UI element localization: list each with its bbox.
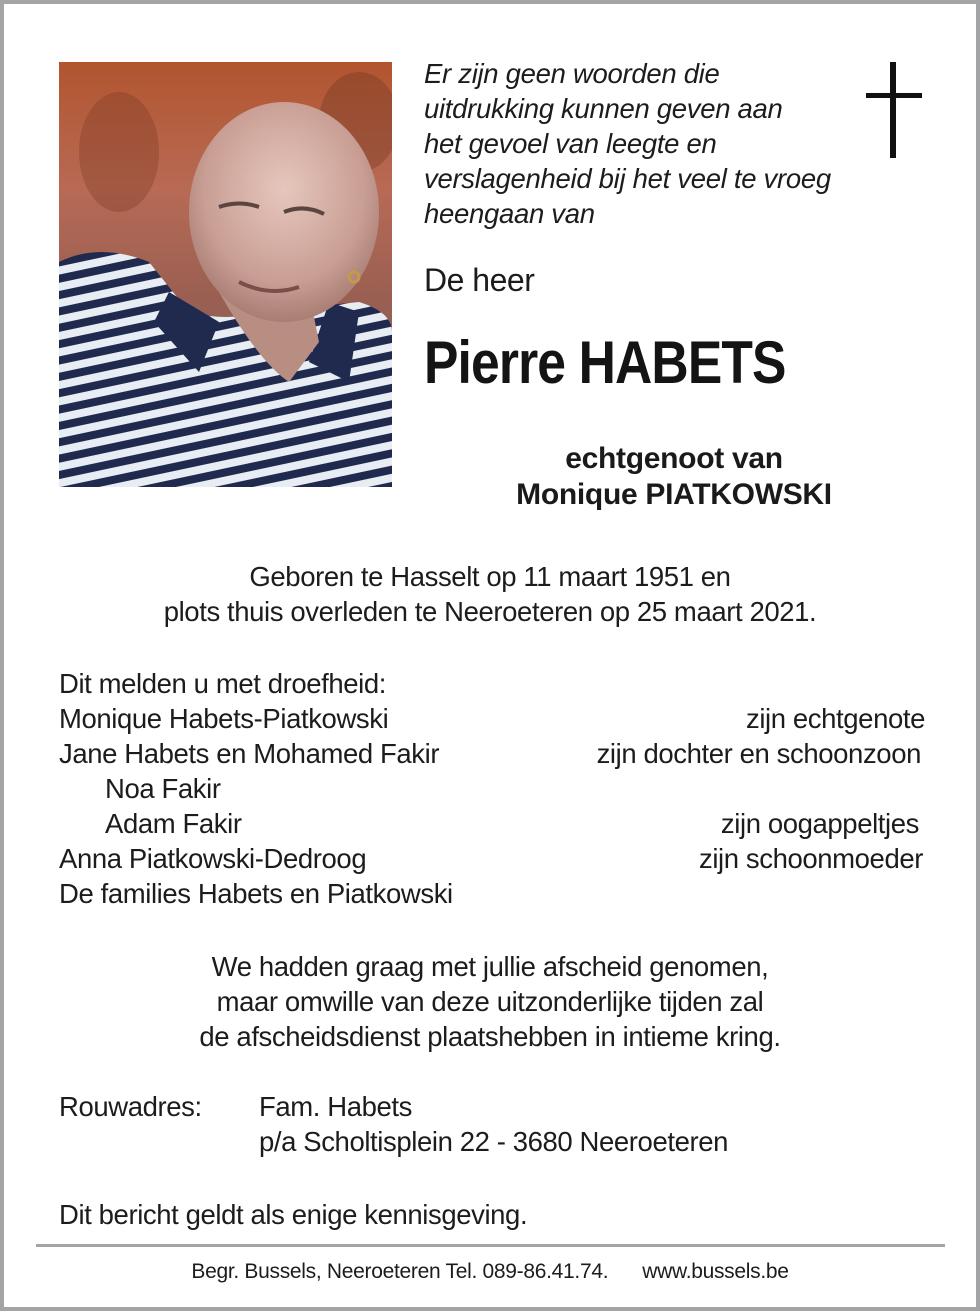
mourner-row xyxy=(59,876,925,911)
mourner-relation: zijn echtgenote xyxy=(746,703,925,734)
quote-line: het gevoel van leegte en xyxy=(424,128,717,159)
address-line1: Fam. Habets xyxy=(259,1091,413,1122)
birth-line: Geboren te Hasselt op 11 maart 1951 en xyxy=(249,561,731,592)
notice-text: Dit bericht geldt als enige kennisgeving. xyxy=(59,1199,528,1230)
life-dates xyxy=(4,559,976,629)
farewell-message xyxy=(4,949,976,1054)
portrait-photo xyxy=(59,62,392,487)
mourner-name: Monique Habets-Piatkowski xyxy=(59,703,389,734)
mourner-relation: zijn schoonmoeder xyxy=(698,843,923,874)
mourner-name: Anna Piatkowski-Dedroog xyxy=(59,843,367,874)
spouse-info xyxy=(434,441,914,513)
quote-line: verslagenheid bij het veel te vroeg xyxy=(424,163,831,194)
quote-line: Er zijn geen woorden die xyxy=(424,58,720,89)
mourners-intro: Dit melden u met droefheid: xyxy=(59,668,387,699)
mourner-row xyxy=(59,736,925,771)
address-line2: p/a Scholtisplein 22 - 3680 Neeroeteren xyxy=(259,1126,729,1157)
mourner-row xyxy=(59,701,925,736)
message-line: We hadden graag met jullie afscheid genomen, xyxy=(211,951,769,982)
deceased-name: Pierre HABETS xyxy=(424,329,786,396)
quote-line: heengaan van xyxy=(424,198,595,229)
mourner-relation: zijn oogappeltjes xyxy=(720,808,919,839)
footer-divider xyxy=(36,1244,945,1247)
mourner-name: Adam Fakir xyxy=(105,808,242,839)
mourning-address xyxy=(59,1089,728,1159)
funeral-home-info: Begr. Bussels, Neeroeteren Tel. 089-86.41.74. xyxy=(191,1260,609,1283)
mourner-row xyxy=(59,841,925,876)
obituary-card xyxy=(4,4,976,1307)
death-line: plots thuis overleden te Neeroeteren op 25 maart 2021. xyxy=(163,596,817,627)
spouse-name: Monique PIATKOWSKI xyxy=(516,478,832,511)
relation-label: echtgenoot van xyxy=(565,442,783,475)
mourner-name: Jane Habets en Mohamed Fakir xyxy=(59,738,440,769)
mourners-list xyxy=(59,666,925,911)
message-line: de afscheidsdienst plaatshebben in intieme kring. xyxy=(199,1021,781,1052)
quote-line: uitdrukking kunnen geven aan xyxy=(424,93,783,124)
website-link[interactable]: www.bussels.be xyxy=(642,1260,789,1283)
footer xyxy=(4,1258,976,1286)
mourner-name: Noa Fakir xyxy=(105,773,221,804)
mourner-relation: zijn dochter en schoonzoon xyxy=(596,738,921,769)
address-label: Rouwadres: xyxy=(59,1091,202,1122)
honorific: De heer xyxy=(424,262,535,298)
mourner-row xyxy=(59,771,925,806)
opening-quote xyxy=(424,56,914,231)
cross-icon xyxy=(866,62,922,158)
message-line: maar omwille van deze uitzonderlijke tijden zal xyxy=(216,986,764,1017)
mourner-row xyxy=(59,806,925,841)
mourner-name: De families Habets en Piatkowski xyxy=(59,878,453,909)
